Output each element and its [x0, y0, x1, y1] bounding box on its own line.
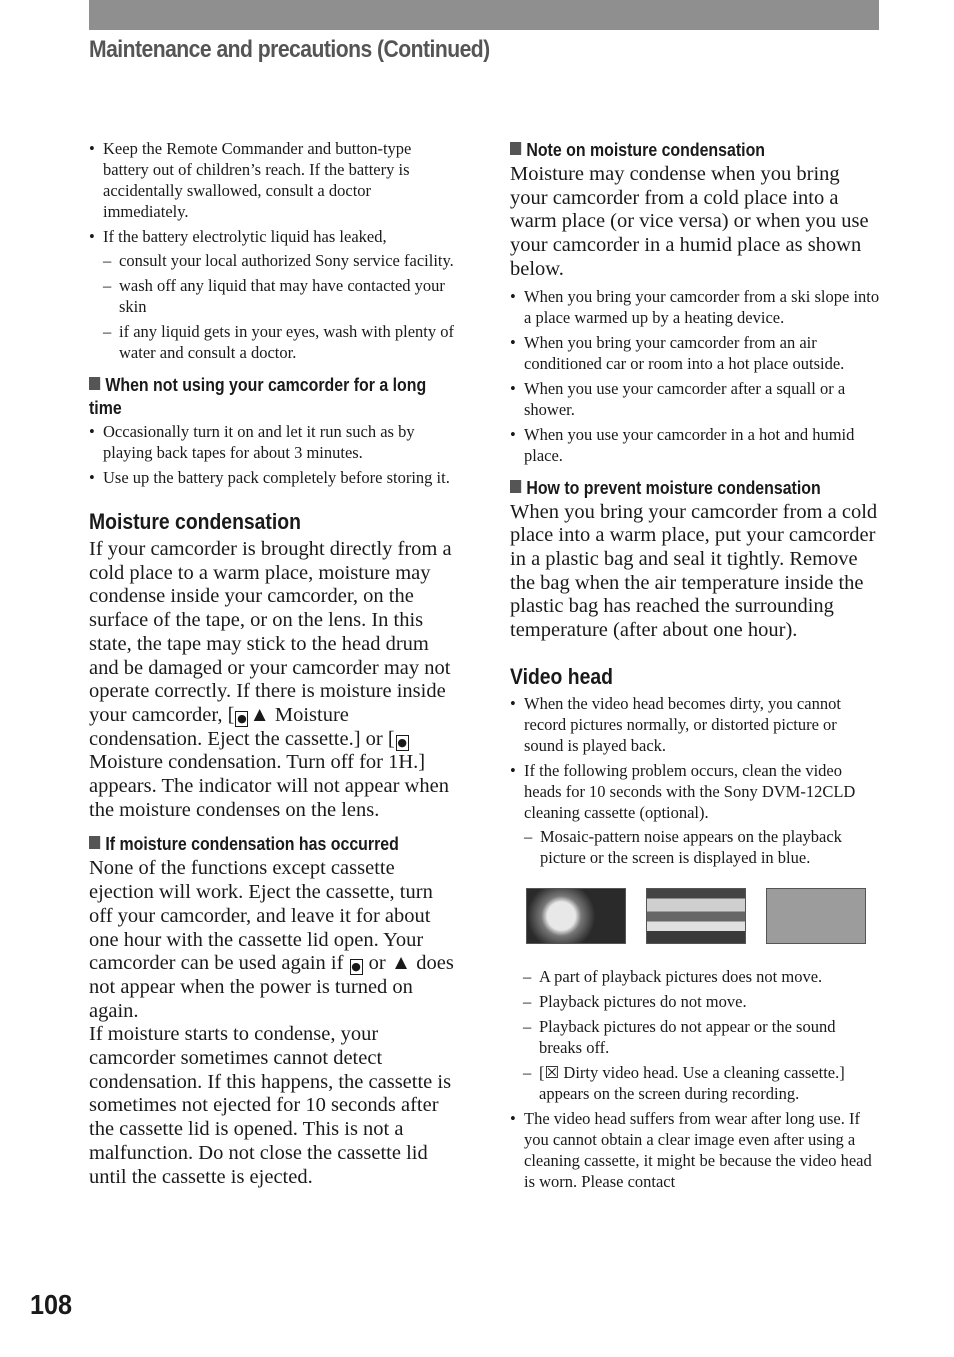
eject-indicator-icon: ▲ — [390, 952, 412, 975]
list-item: • Use up the battery pack completely before storing it. — [89, 467, 459, 488]
moisture-indicator-icon: ● — [351, 960, 361, 974]
text-run: If your camcorder is brought directly from a cold place to a warm place, moisture may condense inside your camcorder, on the surface of the tape, or on the lens. In this state, the tape may stick to the head drum and be damaged or your camcorder may not operate correctly. If there is moisture inside your camcorder, [ — [89, 538, 452, 726]
mosaic-noise-image — [526, 888, 626, 944]
video-head-list — [510, 693, 880, 868]
text-run: Moisture condensation. Eject the cassette.] or [ — [89, 703, 395, 750]
sublist-item: – consult your local authorized Sony service facility. — [103, 250, 459, 271]
list-item: • Keep the Remote Commander and button-type battery out of children’s reach. If the battery is accidentally swallowed, consult a doctor immediately. — [89, 138, 459, 222]
text-run: or — [368, 952, 386, 975]
moisture-indicator-icon: ● — [397, 735, 407, 749]
text-run: does not appear when the power is turned on again. — [89, 952, 454, 1022]
list-item: • When the video head becomes dirty, you cannot record pictures normally, or distorted picture or sound is played back. — [510, 693, 880, 756]
subheading-long-time — [89, 373, 458, 419]
eject-indicator-icon: ▲ — [249, 703, 270, 726]
text-run: Moisture condensation. Turn off for 1H.] appears. The indicator will not appear when the moisture condenses on the lens. — [89, 751, 449, 821]
list-item: • When you bring your camcorder from a ski slope into a place warmed up by a heating device. — [510, 286, 880, 328]
page-number: 108 — [30, 1289, 73, 1320]
distorted-picture-image — [646, 888, 746, 944]
subheading-text: How to prevent moisture condensation — [526, 476, 821, 498]
subheading-text: When not using your camcorder for a long time — [89, 374, 427, 418]
sublist-item: – A part of playback pictures does not move. — [523, 966, 880, 987]
subheading-prevent — [510, 476, 879, 499]
list-item: • Occasionally turn it on and let it run such as by playing back tapes for about 3 minutes. — [89, 421, 459, 463]
wear-list — [510, 1108, 880, 1192]
long-time-list — [89, 421, 459, 488]
left-column — [89, 138, 459, 1189]
leak-sublist — [103, 250, 459, 363]
sublist-item — [523, 1062, 880, 1104]
square-bullet-icon — [510, 480, 521, 493]
moisture-paragraph — [89, 538, 459, 822]
subheading-text: If moisture condensation has occurred — [105, 833, 399, 855]
section-heading-moisture: Moisture condensation — [89, 509, 301, 534]
sublist-item: – wash off any liquid that may have contacted your skin — [103, 275, 459, 317]
subheading-text: Note on moisture condensation — [526, 139, 766, 160]
square-bullet-icon — [510, 142, 521, 155]
square-bullet-icon — [89, 836, 100, 849]
section-heading-video-head: Video head — [510, 663, 613, 689]
occurred-paragraph — [89, 857, 459, 1023]
list-item: • The video head suffers from wear after long use. If you cannot obtain a clear image even after using a cleaning cassette, it might be because the video head is worn. Please contact — [510, 1108, 880, 1192]
list-item — [510, 760, 880, 868]
square-bullet-icon — [89, 377, 100, 390]
text-run: Dirty video head. Use a cleaning cassette.] appears on the screen during recording. — [539, 1062, 845, 1103]
subheading-note — [510, 138, 879, 161]
list-item: • When you use your camcorder after a squall or a shower. — [510, 378, 880, 420]
moisture-indicator-icon: ● — [237, 711, 247, 725]
note-paragraph: Moisture may condense when you bring your camcorder from a cold place into a warm place (or vice versa) or when you use your camcorder in a humid place as shown below. — [510, 163, 869, 280]
dirty-head-icon: ☒ — [544, 1062, 560, 1082]
battery-list — [89, 138, 459, 363]
list-item: • When you use your camcorder in a hot and humid place. — [510, 424, 880, 466]
list-item: • When you bring your camcorder from an air conditioned car or room into a hot place outside. — [510, 332, 880, 374]
note-list — [510, 286, 880, 466]
sublist-item: – Playback pictures do not move. — [523, 991, 880, 1012]
page-title: Maintenance and precautions (Continued) — [89, 36, 490, 63]
header-bar — [89, 0, 879, 30]
blue-screen-image — [766, 888, 866, 944]
list-item — [89, 226, 459, 363]
right-column — [510, 138, 880, 1196]
problem-sublist — [523, 966, 880, 1104]
mosaic-sublist — [524, 826, 880, 868]
list-item-text: If the following problem occurs, clean the video heads for 10 seconds with the Sony DVM-12CLD cleaning cassette (optional). — [524, 760, 856, 822]
list-item-text: If the battery electrolytic liquid has leaked, — [103, 227, 387, 246]
subheading-occurred — [89, 832, 458, 855]
prevent-paragraph: When you bring your camcorder from a cold place into a warm place, put your camcorder in a plastic bag and seal it tightly. Remove the bag when the air temperature inside the plastic bag has reached the surrounding temperature (after about one hour). — [510, 500, 878, 642]
sublist-item: – Playback pictures do not appear or the sound breaks off. — [523, 1016, 880, 1058]
sublist-item: – Mosaic-pattern noise appears on the playback picture or the screen is displayed in blue. — [524, 826, 880, 868]
sublist-item: – if any liquid gets in your eyes, wash with plenty of water and consult a doctor. — [103, 321, 459, 363]
playback-examples — [526, 888, 880, 944]
text-run: None of the functions except cassette ejection will work. Eject the cassette, turn off your camcorder, and leave it for about one hour with the cassette lid open. Your camcorder can be used again if — [89, 857, 433, 975]
text-run: [ — [539, 1062, 545, 1082]
occurred-paragraph-2: If moisture starts to condense, your camcorder sometimes cannot detect condensation. If this happens, the cassette is sometimes not ejected for 10 seconds after the cassette lid is opened. This is not a malfunction. Do not close the cassette lid until the cassette is ejected. — [89, 1023, 452, 1188]
